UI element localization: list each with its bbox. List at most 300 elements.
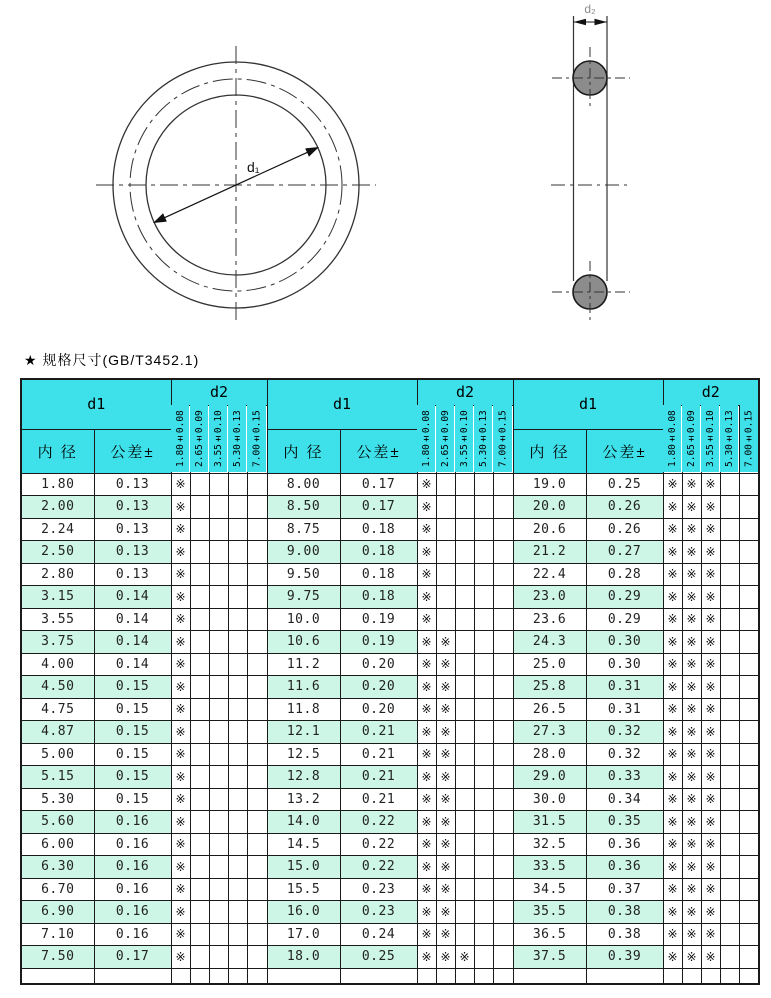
availability-empty [455,878,474,901]
availability-empty [739,563,759,586]
availability-empty [493,901,513,924]
availability-mark: ※ [701,473,720,496]
inner-diameter-header: 内 径 [267,429,340,473]
availability-mark: ※ [417,721,436,744]
inner-diameter-value: 11.6 [267,676,340,699]
tolerance-value: 0.17 [94,946,171,969]
availability-empty [228,563,247,586]
tolerance-value: 0.36 [586,856,663,879]
tolerance-value: 0.15 [94,721,171,744]
availability-mark: ※ [417,563,436,586]
availability-mark: ※ [663,631,682,654]
availability-mark: ※ [171,698,190,721]
availability-mark: ※ [663,518,682,541]
availability-empty [209,518,228,541]
inner-diameter-value: 3.75 [21,631,94,654]
availability-mark: ※ [663,473,682,496]
availability-empty [720,923,739,946]
availability-empty [720,586,739,609]
d2-size-header-3: 3.55±0.10 [701,405,720,473]
availability-mark: ※ [701,923,720,946]
tolerance-value: 0.18 [340,518,417,541]
availability-mark: ※ [171,766,190,789]
inner-diameter-value: 14.5 [267,833,340,856]
inner-diameter-value: 3.15 [21,586,94,609]
d2-size-header-1: 1.80±0.08 [663,405,682,473]
availability-empty [228,901,247,924]
availability-mark: ※ [436,923,455,946]
availability-empty [190,901,209,924]
oring-technical-drawings [0,0,771,348]
availability-mark: ※ [701,653,720,676]
availability-empty [493,833,513,856]
availability-empty [190,631,209,654]
availability-empty [228,878,247,901]
availability-empty [739,878,759,901]
availability-empty [493,496,513,519]
availability-empty [739,608,759,631]
tolerance-value: 0.23 [340,878,417,901]
availability-empty [228,653,247,676]
availability-empty [455,518,474,541]
availability-empty [247,743,267,766]
availability-empty [739,721,759,744]
availability-mark: ※ [171,811,190,834]
availability-empty [455,833,474,856]
tolerance-value: 0.37 [586,878,663,901]
clipped-cell [417,968,436,984]
availability-empty [209,788,228,811]
inner-diameter-value: 17.0 [267,923,340,946]
availability-mark: ※ [436,631,455,654]
availability-empty [228,631,247,654]
inner-diameter-value: 29.0 [513,766,586,789]
availability-empty [436,473,455,496]
inner-diameter-value: 10.6 [267,631,340,654]
availability-empty [493,811,513,834]
inner-diameter-value: 5.30 [21,788,94,811]
inner-diameter-value: 23.6 [513,608,586,631]
availability-empty [209,586,228,609]
inner-diameter-value: 9.00 [267,541,340,564]
availability-empty [209,698,228,721]
availability-mark: ※ [682,518,701,541]
clipped-cell [436,968,455,984]
header-row-top [21,379,759,405]
availability-mark: ※ [417,608,436,631]
inner-diameter-value: 18.0 [267,946,340,969]
inner-diameter-value: 12.1 [267,721,340,744]
availability-empty [474,833,493,856]
tolerance-value: 0.27 [586,541,663,564]
inner-diameter-value: 22.4 [513,563,586,586]
inner-diameter-value: 32.5 [513,833,586,856]
d2-size-header-3: 3.55±0.10 [209,405,228,473]
availability-mark: ※ [171,923,190,946]
availability-empty [209,496,228,519]
inner-diameter-value: 37.5 [513,946,586,969]
availability-empty [720,878,739,901]
inner-diameter-value: 4.75 [21,698,94,721]
front-view [96,46,376,324]
availability-empty [436,541,455,564]
tolerance-value: 0.16 [94,856,171,879]
inner-diameter-value: 25.0 [513,653,586,676]
d2-dimension-label: d₂ [584,2,596,16]
availability-empty [228,833,247,856]
availability-empty [474,541,493,564]
tolerance-value: 0.13 [94,473,171,496]
availability-mark: ※ [663,766,682,789]
tolerance-value: 0.26 [586,518,663,541]
clipped-cell [513,968,586,984]
d2-size-header-4: 5.30±0.13 [474,405,493,473]
table-row [21,811,759,834]
tolerance-value: 0.21 [340,743,417,766]
availability-mark: ※ [171,833,190,856]
tolerance-value: 0.25 [586,473,663,496]
availability-empty [455,496,474,519]
tolerance-value: 0.14 [94,653,171,676]
availability-empty [739,653,759,676]
availability-mark: ※ [417,856,436,879]
inner-diameter-value: 6.70 [21,878,94,901]
d2-group-header: d2 [171,379,267,405]
inner-diameter-value: 26.5 [513,698,586,721]
availability-empty [739,473,759,496]
availability-mark: ※ [701,788,720,811]
availability-empty [455,586,474,609]
availability-empty [474,788,493,811]
availability-empty [739,811,759,834]
availability-empty [720,698,739,721]
availability-empty [209,631,228,654]
availability-empty [209,901,228,924]
side-view [551,2,632,324]
inner-diameter-value: 24.3 [513,631,586,654]
specification-table [20,378,760,985]
clipped-cell [171,968,190,984]
availability-mark: ※ [701,608,720,631]
availability-empty [190,698,209,721]
availability-empty [190,788,209,811]
availability-empty [455,743,474,766]
tolerance-value: 0.14 [94,631,171,654]
inner-diameter-value: 7.10 [21,923,94,946]
table-row [21,788,759,811]
availability-mark: ※ [455,946,474,969]
availability-empty [190,721,209,744]
availability-empty [228,788,247,811]
d2-size-header-1: 1.80±0.08 [417,405,436,473]
clipped-cell [340,968,417,984]
availability-empty [228,856,247,879]
availability-empty [209,608,228,631]
tolerance-value: 0.22 [340,833,417,856]
inner-diameter-value: 10.0 [267,608,340,631]
availability-mark: ※ [417,653,436,676]
availability-empty [209,563,228,586]
availability-empty [493,743,513,766]
tolerance-value: 0.35 [586,811,663,834]
availability-mark: ※ [171,496,190,519]
availability-mark: ※ [436,653,455,676]
availability-mark: ※ [436,811,455,834]
availability-mark: ※ [417,743,436,766]
availability-mark: ※ [663,856,682,879]
tolerance-value: 0.34 [586,788,663,811]
tolerance-value: 0.29 [586,586,663,609]
availability-empty [739,788,759,811]
availability-mark: ※ [663,788,682,811]
clipped-cell [267,968,340,984]
availability-empty [474,473,493,496]
availability-empty [228,923,247,946]
availability-mark: ※ [682,856,701,879]
availability-empty [209,743,228,766]
availability-mark: ※ [701,721,720,744]
availability-empty [720,833,739,856]
availability-mark: ※ [701,878,720,901]
availability-empty [209,878,228,901]
availability-mark: ※ [171,518,190,541]
availability-empty [190,923,209,946]
availability-empty [720,901,739,924]
inner-diameter-value: 12.5 [267,743,340,766]
tolerance-value: 0.15 [94,743,171,766]
tolerance-value: 0.18 [340,563,417,586]
availability-empty [436,586,455,609]
availability-empty [228,586,247,609]
availability-mark: ※ [682,698,701,721]
availability-empty [474,878,493,901]
tolerance-value: 0.16 [94,878,171,901]
availability-empty [209,811,228,834]
clipped-cell [586,968,663,984]
clipped-cell [209,968,228,984]
availability-mark: ※ [417,698,436,721]
tolerance-value: 0.33 [586,766,663,789]
d1-dimension-label: d₁ [247,159,260,175]
d2-size-header-2: 2.65±0.09 [190,405,209,473]
availability-mark: ※ [417,833,436,856]
d2-size-header-5: 7.00±0.15 [739,405,759,473]
availability-mark: ※ [701,901,720,924]
clipped-cell [493,968,513,984]
table-row [21,721,759,744]
availability-empty [209,833,228,856]
availability-mark: ※ [171,473,190,496]
tolerance-value: 0.39 [586,946,663,969]
availability-mark: ※ [663,541,682,564]
availability-empty [739,901,759,924]
inner-diameter-value: 11.2 [267,653,340,676]
availability-empty [247,473,267,496]
availability-mark: ※ [663,586,682,609]
availability-empty [493,653,513,676]
tolerance-value: 0.15 [94,788,171,811]
availability-empty [209,766,228,789]
tolerance-value: 0.19 [340,631,417,654]
availability-empty [739,631,759,654]
inner-diameter-value: 12.8 [267,766,340,789]
availability-empty [720,631,739,654]
availability-empty [474,698,493,721]
availability-empty [209,923,228,946]
availability-empty [474,496,493,519]
availability-empty [228,766,247,789]
availability-empty [493,878,513,901]
tolerance-value: 0.31 [586,698,663,721]
tolerance-header: 公差± [94,429,171,473]
availability-mark: ※ [417,473,436,496]
availability-empty [228,811,247,834]
clipped-cell [247,968,267,984]
tolerance-value: 0.16 [94,901,171,924]
availability-mark: ※ [417,676,436,699]
availability-mark: ※ [701,541,720,564]
availability-empty [455,541,474,564]
table-row [21,743,759,766]
inner-diameter-value: 2.24 [21,518,94,541]
clipped-cell [720,968,739,984]
availability-empty [474,946,493,969]
availability-mark: ※ [701,586,720,609]
availability-empty [493,698,513,721]
availability-mark: ※ [682,631,701,654]
availability-mark: ※ [417,811,436,834]
tolerance-value: 0.13 [94,496,171,519]
availability-mark: ※ [417,878,436,901]
availability-mark: ※ [417,518,436,541]
availability-mark: ※ [682,473,701,496]
availability-empty [228,743,247,766]
availability-mark: ※ [417,788,436,811]
tolerance-value: 0.20 [340,676,417,699]
tolerance-value: 0.32 [586,743,663,766]
availability-mark: ※ [171,631,190,654]
table-row [21,563,759,586]
availability-mark: ※ [663,743,682,766]
d2-size-header-5: 7.00±0.15 [493,405,513,473]
clipped-cell [701,968,720,984]
inner-diameter-value: 8.50 [267,496,340,519]
availability-empty [493,856,513,879]
availability-empty [209,541,228,564]
availability-mark: ※ [682,586,701,609]
availability-empty [739,856,759,879]
availability-mark: ※ [663,923,682,946]
availability-empty [493,946,513,969]
tolerance-value: 0.31 [586,676,663,699]
inner-diameter-value: 35.5 [513,901,586,924]
table-row [21,766,759,789]
d2-size-header-2: 2.65±0.09 [436,405,455,473]
availability-mark: ※ [171,541,190,564]
tolerance-value: 0.22 [340,811,417,834]
availability-mark: ※ [663,608,682,631]
availability-empty [493,721,513,744]
tolerance-value: 0.38 [586,923,663,946]
tolerance-value: 0.20 [340,653,417,676]
availability-mark: ※ [436,788,455,811]
inner-diameter-value: 9.50 [267,563,340,586]
availability-empty [739,946,759,969]
availability-mark: ※ [436,856,455,879]
inner-diameter-value: 7.50 [21,946,94,969]
tolerance-value: 0.21 [340,788,417,811]
availability-mark: ※ [701,563,720,586]
availability-empty [247,833,267,856]
availability-mark: ※ [663,811,682,834]
availability-mark: ※ [701,743,720,766]
availability-empty [247,653,267,676]
availability-empty [455,766,474,789]
availability-empty [190,563,209,586]
availability-mark: ※ [436,946,455,969]
availability-mark: ※ [171,608,190,631]
availability-empty [247,586,267,609]
availability-empty [739,766,759,789]
tolerance-value: 0.15 [94,698,171,721]
tolerance-value: 0.32 [586,721,663,744]
availability-empty [228,518,247,541]
availability-empty [720,721,739,744]
availability-mark: ※ [171,743,190,766]
d2-arrowhead-left [574,19,587,25]
availability-empty [190,676,209,699]
availability-mark: ※ [701,856,720,879]
availability-mark: ※ [663,653,682,676]
availability-empty [493,586,513,609]
clipped-cell [21,968,94,984]
availability-mark: ※ [682,653,701,676]
inner-diameter-value: 25.8 [513,676,586,699]
tolerance-value: 0.14 [94,608,171,631]
table-row [21,631,759,654]
availability-mark: ※ [436,766,455,789]
availability-mark: ※ [436,743,455,766]
inner-diameter-value: 6.00 [21,833,94,856]
availability-empty [209,721,228,744]
availability-empty [493,541,513,564]
tolerance-value: 0.13 [94,518,171,541]
availability-empty [474,923,493,946]
availability-mark: ※ [663,563,682,586]
availability-empty [474,721,493,744]
clipped-cell [682,968,701,984]
inner-diameter-value: 21.2 [513,541,586,564]
availability-mark: ※ [436,833,455,856]
table-row [21,833,759,856]
inner-diameter-value: 28.0 [513,743,586,766]
clipped-cell [739,968,759,984]
availability-empty [436,496,455,519]
table-row [21,496,759,519]
tolerance-value: 0.15 [94,676,171,699]
tolerance-value: 0.15 [94,766,171,789]
availability-empty [247,811,267,834]
availability-empty [493,608,513,631]
d2-size-header-2: 2.65±0.09 [682,405,701,473]
availability-mark: ※ [682,541,701,564]
availability-empty [228,608,247,631]
inner-diameter-value: 31.5 [513,811,586,834]
availability-mark: ※ [436,878,455,901]
d2-size-header-3: 3.55±0.10 [455,405,474,473]
d2-size-header-4: 5.30±0.13 [720,405,739,473]
availability-empty [247,788,267,811]
